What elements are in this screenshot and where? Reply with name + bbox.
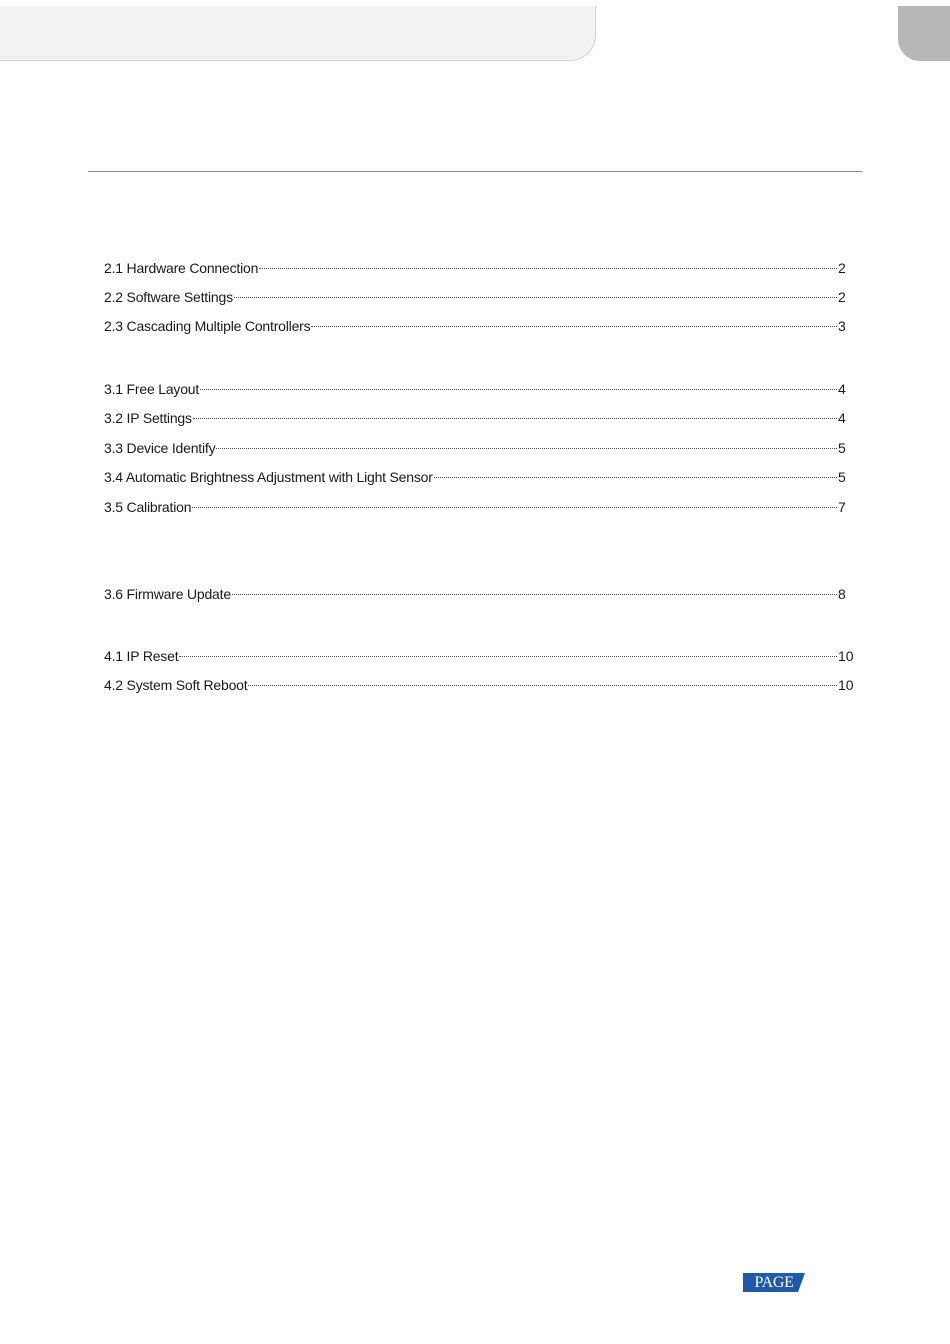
toc-dot-leader — [216, 448, 837, 449]
toc-entry-page: 8 — [838, 586, 846, 602]
toc-dot-leader — [193, 418, 837, 419]
toc-dot-leader — [311, 326, 837, 327]
toc-dot-leader — [179, 656, 837, 657]
toc-entry-title: 3.3 Device Identify — [104, 440, 216, 456]
toc-entry-page: 4 — [838, 410, 846, 426]
toc-entry-page: 2 — [838, 260, 846, 276]
toc-entry-page: 2 — [838, 289, 846, 305]
toc-entry-page: 5 — [838, 440, 846, 456]
toc-entry-title: 2.3 Cascading Multiple Controllers — [104, 318, 311, 334]
toc-entry-brightness-adjustment[interactable] — [104, 467, 856, 487]
toc-entry-page: 3 — [838, 318, 846, 334]
toc-entry-page: 4 — [838, 381, 846, 397]
toc-entry-title: 3.6 Firmware Update — [104, 586, 231, 602]
toc-entry-page: 10 — [838, 677, 854, 693]
toc-entry-title: 4.2 System Soft Reboot — [104, 677, 248, 693]
toc-dot-leader — [434, 477, 837, 478]
toc-dot-leader — [192, 507, 837, 508]
toc-entry-page: 7 — [838, 499, 846, 515]
toc-entry-title: 3.2 IP Settings — [104, 410, 192, 426]
page-badge-label: PAGE — [754, 1274, 794, 1291]
toc-entry-hardware-connection[interactable] — [104, 258, 856, 278]
toc-entry-title: 3.4 Automatic Brightness Adjustment with Light Sensor — [104, 469, 433, 485]
page-badge — [743, 1273, 805, 1292]
toc-entry-title: 2.2 Software Settings — [104, 289, 233, 305]
toc-entry-title: 4.1 IP Reset — [104, 648, 179, 664]
toc-entry-system-soft-reboot[interactable] — [104, 675, 856, 695]
toc-entry-ip-settings[interactable] — [104, 408, 856, 428]
toc-dot-leader — [248, 685, 837, 686]
toc-dot-leader — [200, 389, 837, 390]
toc-dot-leader — [232, 594, 837, 595]
toc-entry-page: 10 — [838, 648, 854, 664]
toc-dot-leader — [259, 268, 837, 269]
toc-entry-firmware-update[interactable] — [104, 584, 856, 604]
toc-dot-leader — [234, 297, 837, 298]
toc-entry-software-settings[interactable] — [104, 287, 856, 307]
toc-entry-device-identify[interactable] — [104, 438, 856, 458]
toc-entry-page: 5 — [838, 469, 846, 485]
toc-entry-ip-reset[interactable] — [104, 646, 856, 666]
toc-entry-title: 3.5 Calibration — [104, 499, 192, 515]
toc-entry-free-layout[interactable] — [104, 379, 856, 399]
toc-entry-calibration[interactable] — [104, 497, 856, 517]
toc-entry-title: 2.1 Hardware Connection — [104, 260, 259, 276]
toc-entry-cascading-controllers[interactable] — [104, 316, 856, 336]
toc-entry-title: 3.1 Free Layout — [104, 381, 200, 397]
